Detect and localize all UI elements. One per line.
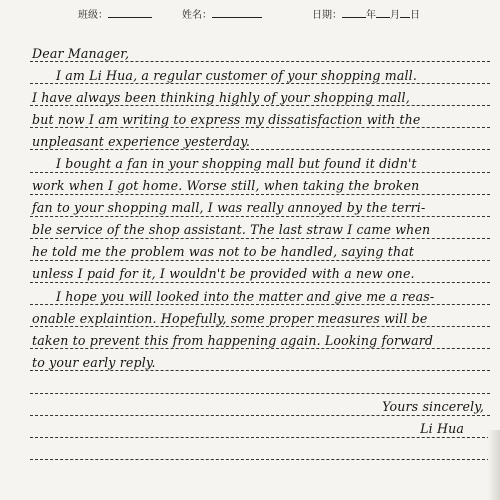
letter-line: taken to prevent this from happening again. Looking forward [32, 332, 434, 348]
name-blank [212, 7, 262, 18]
ruled-line [30, 40, 490, 62]
class-blank [108, 7, 152, 18]
day-blank [400, 7, 410, 18]
date-field [312, 6, 420, 21]
name-label: 姓名： [182, 10, 212, 21]
month-label: 月 [390, 10, 400, 21]
ruled-line [30, 349, 490, 371]
ruled-line [30, 106, 490, 128]
letter-line: but now I am writing to express my dissatisfaction with the [32, 111, 421, 127]
letter-line: I hope you will looked into the matter and give me a reas- [56, 288, 435, 304]
ruled-line [30, 84, 490, 106]
class-label: 班级： [78, 10, 108, 21]
date-label: 日期： [312, 10, 342, 21]
letter-line: ble service of the shop assistant. The last straw I came when [32, 222, 431, 238]
letter-line: fan to your shopping mall, I was really annoyed by the terri- [32, 200, 426, 216]
letter-line: he told me the problem was not to be handled, saying that [32, 244, 415, 260]
ruled-line [30, 438, 490, 460]
letter-line: I bought a fan in your shopping mall but found it didn't [56, 155, 417, 171]
ruled-line [30, 195, 490, 217]
letter-line: unpleasant experience yesterday. [32, 133, 250, 149]
class-field [78, 6, 152, 21]
year-blank [342, 7, 366, 18]
ruled-line [30, 128, 490, 150]
day-label: 日 [410, 10, 420, 21]
name-field [182, 6, 262, 21]
ruled-line [30, 261, 490, 283]
letter-signature: Li Hua [420, 421, 464, 437]
ruled-line [30, 62, 490, 84]
ruled-line [30, 394, 490, 416]
letter-line: I have always been thinking highly of your shopping mall, [32, 89, 410, 105]
ruled-line [30, 150, 490, 172]
ruled-line [30, 217, 490, 239]
ruled-line [30, 416, 490, 438]
letter-closing: Yours sincerely, [382, 399, 484, 414]
ruled-line [30, 305, 490, 327]
ruled-line [30, 173, 490, 195]
letter-line: unless I paid for it, I wouldn't be provided with a new one. [32, 266, 415, 282]
year-label: 年 [366, 10, 376, 21]
letter-body [30, 40, 490, 460]
ruled-line [30, 327, 490, 349]
ruled-line [30, 239, 490, 261]
letter-line: onable explaintion. Hopefully, some proper measures will be [32, 310, 428, 326]
letter-line: work when I got home. Worse still, when taking the broken [32, 178, 420, 194]
page-edge-shadow [488, 430, 500, 500]
letter-line: Dear Manager, [32, 45, 130, 61]
ruled-line [30, 371, 490, 393]
ruled-line [30, 283, 490, 305]
sheet-header [0, 0, 500, 30]
letter-line: to your early reply. [32, 354, 156, 370]
letter-line: I am Li Hua, a regular customer of your shopping mall. [56, 67, 418, 83]
month-blank [376, 7, 390, 18]
